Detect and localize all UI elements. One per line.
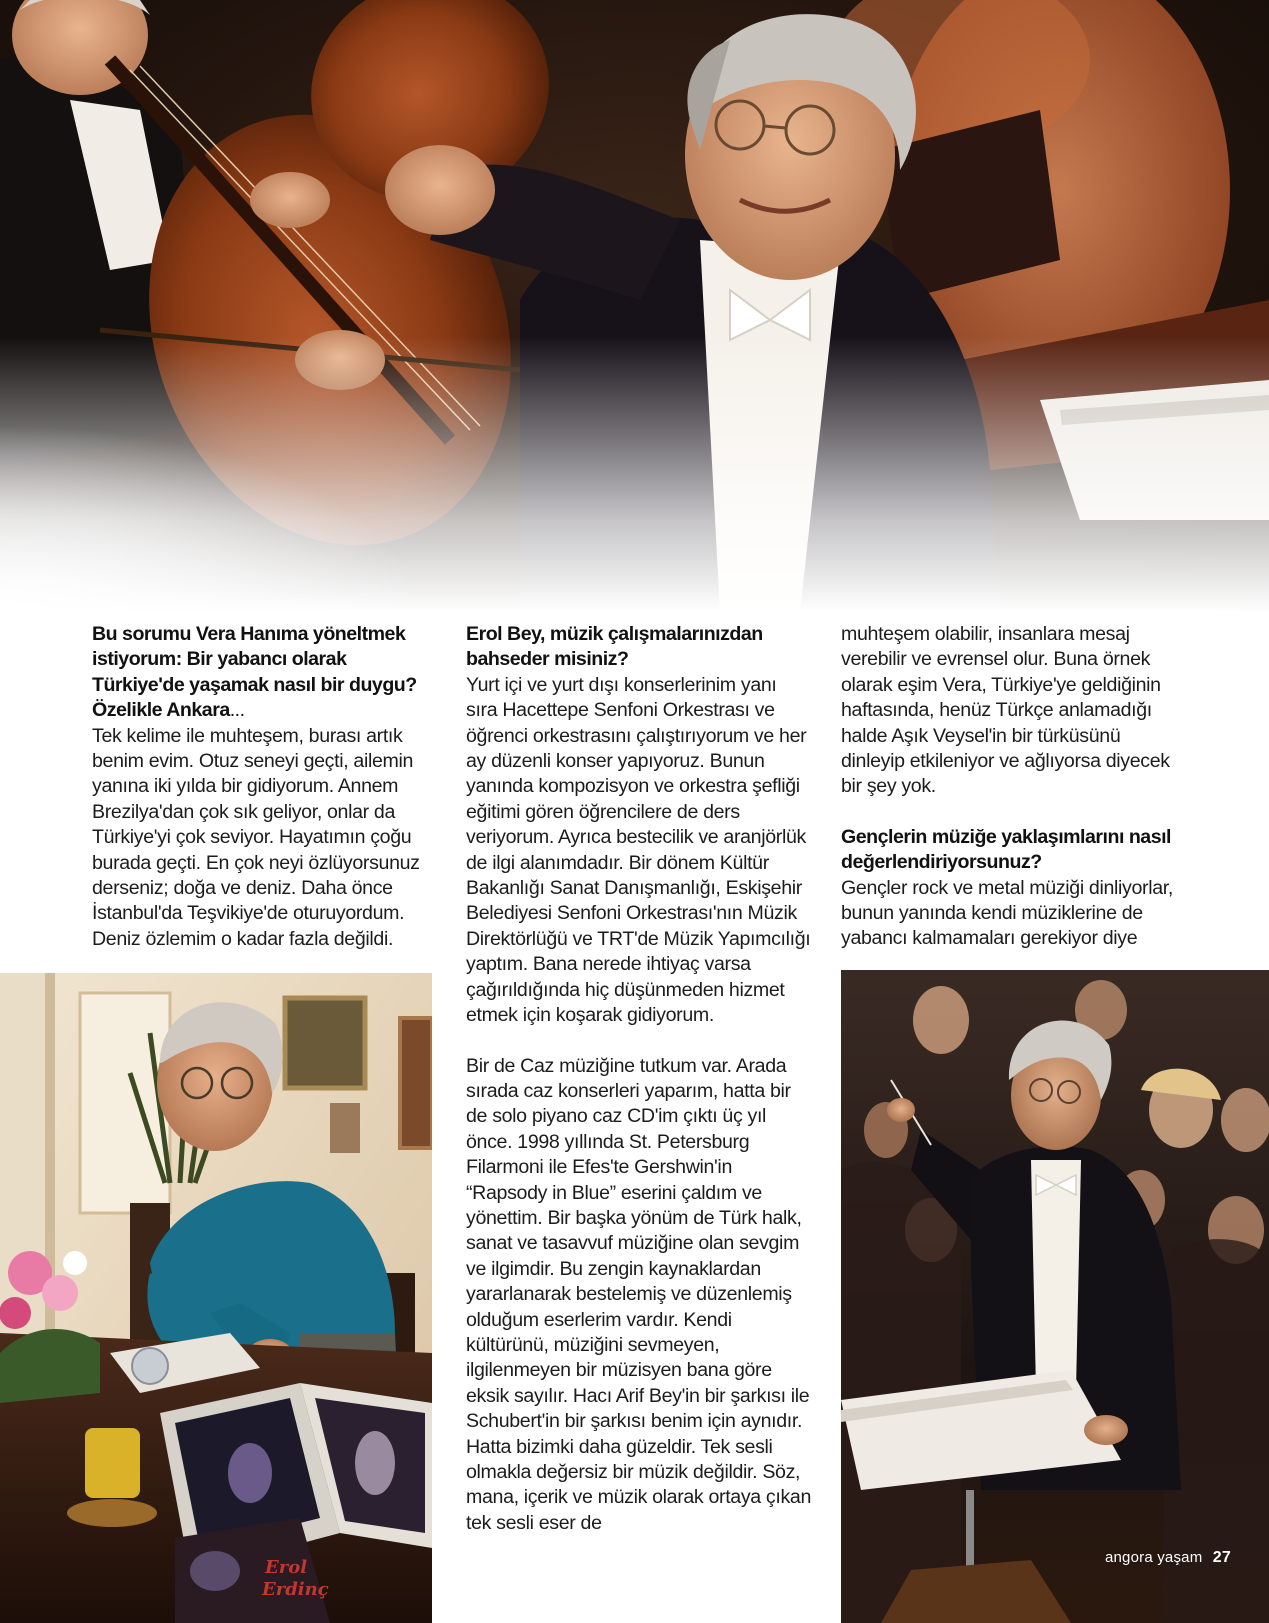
paragraph-gap (466, 1029, 811, 1054)
answer-vera: Tek kelime ile muhteşem, burası artık benim evim. Otuz seneyi geçti, ailemin yanına iki yılda bir gidiyorum. Annem Brezilya'dan çok sık geliyor, onlar da Türkiye'yi çok seviyor. Hayatımın çoğu burada geçti. En çok neyi özlüyorsunuz derseniz; doğa ve deniz. Daha önce İstanbul'da Teşvikiye'de oturuyordum. Deniz özlemim o kadar fazla değildi. (92, 724, 420, 950)
photo-conductor-on-stage (841, 970, 1269, 1623)
question-youth-music: Gençlerin müziğe yaklaşımlarını nasıl değerlendiriyorsunuz? (841, 825, 1171, 874)
page-number: 27 (1212, 1549, 1231, 1566)
album-signature-line-1: Erol (265, 1557, 308, 1578)
album-signature-line-2: Erdinç (262, 1579, 329, 1600)
photo-at-home-illustration (0, 973, 432, 1623)
paragraph-gap (841, 800, 1186, 825)
answer-music-work-paragraph-1: Yurt içi ve yurt dışı konserlerinim yanı sıra Hacettepe Senfoni Orkestrası ve öğrenci orkestrasını çalıştırıyorum ve her ay düzenli konser yapıyoruz. Bunun yanında kompozisyon ve orkestra şefliği eğitimi gören öğrencilere de ders veriyorum. Ayrıca bestecilik ve aranjörlük de ilgi alanımdadır. Bir dönem Kültür Bakanlığı Sanat Danışmanlığı, Eskişehir Belediyesi Senfoni Orkestrası'nın Müzik Direktörlüğü ve TRT'de Müzik Yapımcılığı yaptım. Bana nerede ihtiyaç varsa çağırıldığında hiç düşünmeden hizmet etmek için koşarak gidiyorum. (466, 673, 811, 1027)
answer-youth-music: Gençler rock ve metal müziği dinliyorlar, bunun yanında kendi müziklerine de yabancı kalmamaları gerekiyor diye (841, 876, 1173, 950)
article-column-2 (466, 622, 811, 1536)
photo-stage-illustration (841, 970, 1269, 1623)
question-vera: Bu sorumu Vera Hanıma yöneltmek istiyorum: Bir yabancı olarak Türkiye'de yaşamak nasıl bir duygu? Özelikle Ankara... (92, 623, 417, 722)
hero-photo-conductor (0, 0, 1269, 612)
answer-music-work-continued: muhteşem olabilir, insanlara mesaj verebilir ve evrensel olur. Buna örnek olarak eşim Vera, Türkiye'ye geldiğinin haftasında, henüz Türkçe anlamadığı halde Aşık Veysel'in bir türküsünü dinleyip etkileniyor ve ağlıyorsa diyecek bir şey yok. (841, 623, 1170, 798)
answer-music-work-paragraph-2: Bir de Caz müziğine tutkum var. Arada sırada caz konserleri yaparım, hatta bir de solo piyano caz CD'im çıktı üç yıl önce. 1998 yıllında St. Petersburg Filarmoni ile Efes'te Gershwin'in “Rapsody in Blue” eserini çaldım ve yönettim. Bir başka yönüm de Türk halk, sanat ve tasavvuf müziğine olan sevgim ve ilgimdir. Bu zengin kaynaklardan yararlanarak bestelemiş ve düzenlemiş olduğum eserlerim vardır. Kendi kültürünü, müziğini sevmeyen, ilgilenmeyen bir müzisyen bana göre eksik sayılır. Hacı Arif Bey'in bir şarkısı ile Schubert'in bir şarkısı benim için aynıdır. Hatta bizimki daha güzeldir. Tek sesli olmakla değersiz bir müzik değildir. Söz, mana, içerik ve müzik olarak ortaya çıkan tek sesli eser de (466, 1054, 812, 1534)
photo-at-home-album (0, 973, 432, 1623)
hero-photo-illustration (0, 0, 1269, 612)
page-footer (1105, 1549, 1231, 1567)
question-music-work: Erol Bey, müzik çalışmalarınızdan bahseder misiniz? (466, 623, 763, 671)
article-column-1 (92, 622, 432, 952)
article-column-3 (841, 622, 1186, 952)
magazine-name: angora yaşam (1104, 1549, 1203, 1566)
